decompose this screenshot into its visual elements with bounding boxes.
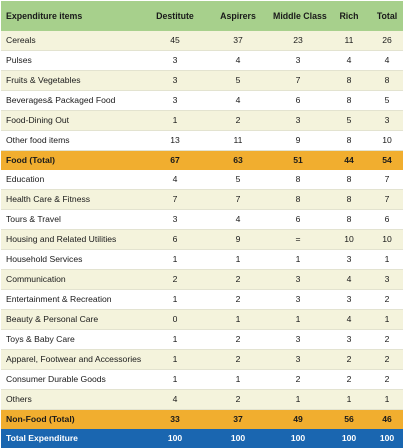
header-row [1, 1, 403, 31]
cell-rich: 8 [327, 131, 371, 151]
cell-middle-class: 100 [269, 429, 327, 448]
cell-middle-class: 1 [269, 310, 327, 330]
cell-aspirers: 1 [207, 250, 269, 270]
table-row [1, 330, 403, 350]
row-label: Fruits & Vegetables [1, 71, 143, 91]
cell-rich: 8 [327, 210, 371, 230]
cell-total: 1 [371, 250, 403, 270]
table-row [1, 31, 403, 51]
cell-middle-class: 8 [269, 170, 327, 190]
cell-total: 10 [371, 230, 403, 250]
cell-total: 46 [371, 410, 403, 430]
cell-middle-class: 3 [269, 290, 327, 310]
cell-total: 4 [371, 51, 403, 71]
cell-middle-class: 3 [269, 270, 327, 290]
cell-destitute: 4 [143, 390, 207, 410]
cell-destitute: 7 [143, 190, 207, 210]
table-row [1, 71, 403, 91]
row-label: Health Care & Fitness [1, 190, 143, 210]
table-row [1, 210, 403, 230]
row-label: Food (Total) [1, 151, 143, 171]
cell-aspirers: 2 [207, 111, 269, 131]
cell-total: 2 [371, 370, 403, 390]
cell-aspirers: 2 [207, 350, 269, 370]
cell-destitute: 33 [143, 410, 207, 430]
row-label: Beverages& Packaged Food [1, 91, 143, 111]
cell-rich: 1 [327, 390, 371, 410]
cell-aspirers: 11 [207, 131, 269, 151]
cell-destitute: 13 [143, 131, 207, 151]
col-header-item: Expenditure items [1, 1, 143, 31]
row-label: Tours & Travel [1, 210, 143, 230]
table-row [1, 230, 403, 250]
row-label: Others [1, 390, 143, 410]
cell-total: 26 [371, 31, 403, 51]
cell-aspirers: 37 [207, 31, 269, 51]
cell-middle-class: 1 [269, 250, 327, 270]
table-row [1, 310, 403, 330]
table-row [1, 250, 403, 270]
table-row [1, 131, 403, 151]
cell-middle-class: 3 [269, 350, 327, 370]
cell-aspirers: 9 [207, 230, 269, 250]
cell-rich: 8 [327, 190, 371, 210]
table-row [1, 91, 403, 111]
non-food-total-row [1, 410, 403, 430]
row-label: Other food items [1, 131, 143, 151]
cell-rich: 8 [327, 71, 371, 91]
cell-aspirers: 4 [207, 51, 269, 71]
cell-aspirers: 100 [207, 429, 269, 448]
row-label: Entertainment & Recreation [1, 290, 143, 310]
cell-aspirers: 5 [207, 71, 269, 91]
row-label: Toys & Baby Care [1, 330, 143, 350]
cell-rich: 2 [327, 370, 371, 390]
cell-middle-class: 23 [269, 31, 327, 51]
cell-rich: 3 [327, 330, 371, 350]
cell-aspirers: 4 [207, 210, 269, 230]
cell-rich: 100 [327, 429, 371, 448]
cell-total: 2 [371, 330, 403, 350]
cell-rich: 4 [327, 270, 371, 290]
cell-aspirers: 1 [207, 310, 269, 330]
cell-total: 2 [371, 290, 403, 310]
table-row [1, 350, 403, 370]
table-row [1, 390, 403, 410]
cell-destitute: 1 [143, 330, 207, 350]
row-label: Housing and Related Utilities [1, 230, 143, 250]
cell-total: 6 [371, 210, 403, 230]
row-label: Pulses [1, 51, 143, 71]
cell-middle-class: 9 [269, 131, 327, 151]
table-row [1, 170, 403, 190]
cell-destitute: 2 [143, 270, 207, 290]
cell-destitute: 1 [143, 111, 207, 131]
cell-aspirers: 37 [207, 410, 269, 430]
cell-rich: 4 [327, 310, 371, 330]
cell-total: 7 [371, 190, 403, 210]
cell-middle-class: = [269, 230, 327, 250]
cell-aspirers: 2 [207, 290, 269, 310]
row-label: Total Expenditure [1, 429, 143, 448]
cell-middle-class: 3 [269, 51, 327, 71]
col-header-total: Total [371, 1, 403, 31]
cell-middle-class: 49 [269, 410, 327, 430]
cell-rich: 4 [327, 51, 371, 71]
table-row [1, 370, 403, 390]
cell-destitute: 1 [143, 370, 207, 390]
cell-total: 1 [371, 390, 403, 410]
cell-destitute: 3 [143, 71, 207, 91]
row-label: Beauty & Personal Care [1, 310, 143, 330]
cell-total: 100 [371, 429, 403, 448]
row-label: Cereals [1, 31, 143, 51]
cell-rich: 10 [327, 230, 371, 250]
cell-destitute: 3 [143, 51, 207, 71]
cell-rich: 44 [327, 151, 371, 171]
cell-destitute: 100 [143, 429, 207, 448]
cell-aspirers: 7 [207, 190, 269, 210]
cell-middle-class: 1 [269, 390, 327, 410]
cell-aspirers: 2 [207, 390, 269, 410]
table-row [1, 190, 403, 210]
cell-destitute: 1 [143, 350, 207, 370]
cell-destitute: 4 [143, 170, 207, 190]
cell-middle-class: 3 [269, 330, 327, 350]
col-header-rich: Rich [327, 1, 371, 31]
table-row [1, 51, 403, 71]
cell-rich: 8 [327, 170, 371, 190]
row-label: Food-Dining Out [1, 111, 143, 131]
col-header-destitute: Destitute [143, 1, 207, 31]
cell-total: 3 [371, 111, 403, 131]
row-label: Non-Food (Total) [1, 410, 143, 430]
cell-middle-class: 6 [269, 210, 327, 230]
cell-aspirers: 4 [207, 91, 269, 111]
cell-destitute: 1 [143, 250, 207, 270]
cell-total: 3 [371, 270, 403, 290]
cell-middle-class: 8 [269, 190, 327, 210]
cell-destitute: 0 [143, 310, 207, 330]
cell-total: 8 [371, 71, 403, 91]
cell-rich: 3 [327, 250, 371, 270]
cell-rich: 5 [327, 111, 371, 131]
row-label: Consumer Durable Goods [1, 370, 143, 390]
cell-middle-class: 6 [269, 91, 327, 111]
cell-total: 2 [371, 350, 403, 370]
total-expenditure-row [1, 429, 403, 448]
row-label: Education [1, 170, 143, 190]
cell-rich: 8 [327, 91, 371, 111]
cell-aspirers: 5 [207, 170, 269, 190]
cell-destitute: 3 [143, 91, 207, 111]
cell-rich: 11 [327, 31, 371, 51]
cell-rich: 3 [327, 290, 371, 310]
cell-aspirers: 1 [207, 370, 269, 390]
cell-destitute: 1 [143, 290, 207, 310]
expenditure-table [1, 1, 403, 448]
cell-total: 7 [371, 170, 403, 190]
cell-total: 54 [371, 151, 403, 171]
food-total-row [1, 151, 403, 171]
cell-total: 1 [371, 310, 403, 330]
cell-middle-class: 2 [269, 370, 327, 390]
cell-total: 5 [371, 91, 403, 111]
cell-aspirers: 2 [207, 330, 269, 350]
row-label: Communication [1, 270, 143, 290]
cell-destitute: 67 [143, 151, 207, 171]
cell-aspirers: 63 [207, 151, 269, 171]
cell-destitute: 6 [143, 230, 207, 250]
cell-total: 10 [371, 131, 403, 151]
cell-middle-class: 7 [269, 71, 327, 91]
cell-destitute: 45 [143, 31, 207, 51]
table-row [1, 270, 403, 290]
col-header-middle-class: Middle Class [269, 1, 327, 31]
cell-rich: 56 [327, 410, 371, 430]
col-header-aspirers: Aspirers [207, 1, 269, 31]
cell-aspirers: 2 [207, 270, 269, 290]
row-label: Apparel, Footwear and Accessories [1, 350, 143, 370]
cell-destitute: 3 [143, 210, 207, 230]
cell-middle-class: 51 [269, 151, 327, 171]
row-label: Household Services [1, 250, 143, 270]
cell-rich: 2 [327, 350, 371, 370]
table-row [1, 290, 403, 310]
table-row [1, 111, 403, 131]
cell-middle-class: 3 [269, 111, 327, 131]
